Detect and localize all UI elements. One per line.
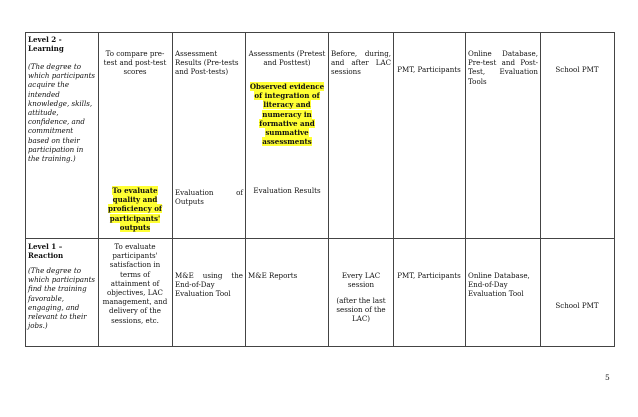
level2-objective-2-highlight: To evaluate quality and proficiency of participants' outputs xyxy=(108,186,162,232)
level1-heading: Level 1 – Reaction xyxy=(28,242,64,261)
level1-office: School PMT xyxy=(555,301,599,310)
level2-responsible: PMT, Participants xyxy=(397,65,461,74)
level2-objective-2 xyxy=(101,186,169,232)
level2-description: (The degree to which participants acquire the intended knowledge, skills, attitude, confidence, and commitment based on their participation in the training.) xyxy=(28,62,96,164)
level2-tool-1-note xyxy=(248,82,326,146)
level1-source: Online Database, End-of-Day Evaluation Tool xyxy=(468,271,530,299)
level2-heading: Level 2 - Learning xyxy=(28,35,64,54)
level2-objective-1: To compare pre-test and post-test scores xyxy=(103,49,167,77)
level2-data-1: Assessment Results (Pre-tests and Post-tests) xyxy=(175,49,239,77)
level2-timeline: Before, during, and after LAC sessions xyxy=(331,49,391,77)
level2-office: School PMT xyxy=(555,65,599,74)
level2-source: Online Database, Pre-test and Post-Test, Evaluation Tools xyxy=(468,49,538,86)
level2-data-2: Evaluation of Outputs xyxy=(175,188,243,207)
level1-timeline-1: Every LAC session xyxy=(341,271,381,290)
level1-data: M&E using the End-of-Day Evaluation Tool xyxy=(175,271,243,299)
level1-objective: To evaluate participants' satisfaction in terms of attainment of objectives, LAC management, and delivery of the sessions, etc. xyxy=(102,242,168,325)
level1-timeline-2: (after the last session of the LAC) xyxy=(336,296,386,324)
level2-tool-1-note-highlight: Observed evidence of integration of literacy and numeracy in formative and summative assessments xyxy=(249,82,325,147)
level2-tool-1: Assessments (Pretest and Posttest) xyxy=(248,49,326,68)
m-and-e-table xyxy=(25,32,615,347)
level1-description: (The degree to which participants find the training favorable, engaging, and relevant to their jobs.) xyxy=(28,266,96,331)
page-number: 5 xyxy=(605,373,610,382)
level1-responsible: PMT, Participants xyxy=(397,271,461,280)
level2-tool-2: Evaluation Results xyxy=(253,186,321,195)
level1-tool: M&E Reports xyxy=(248,271,298,280)
